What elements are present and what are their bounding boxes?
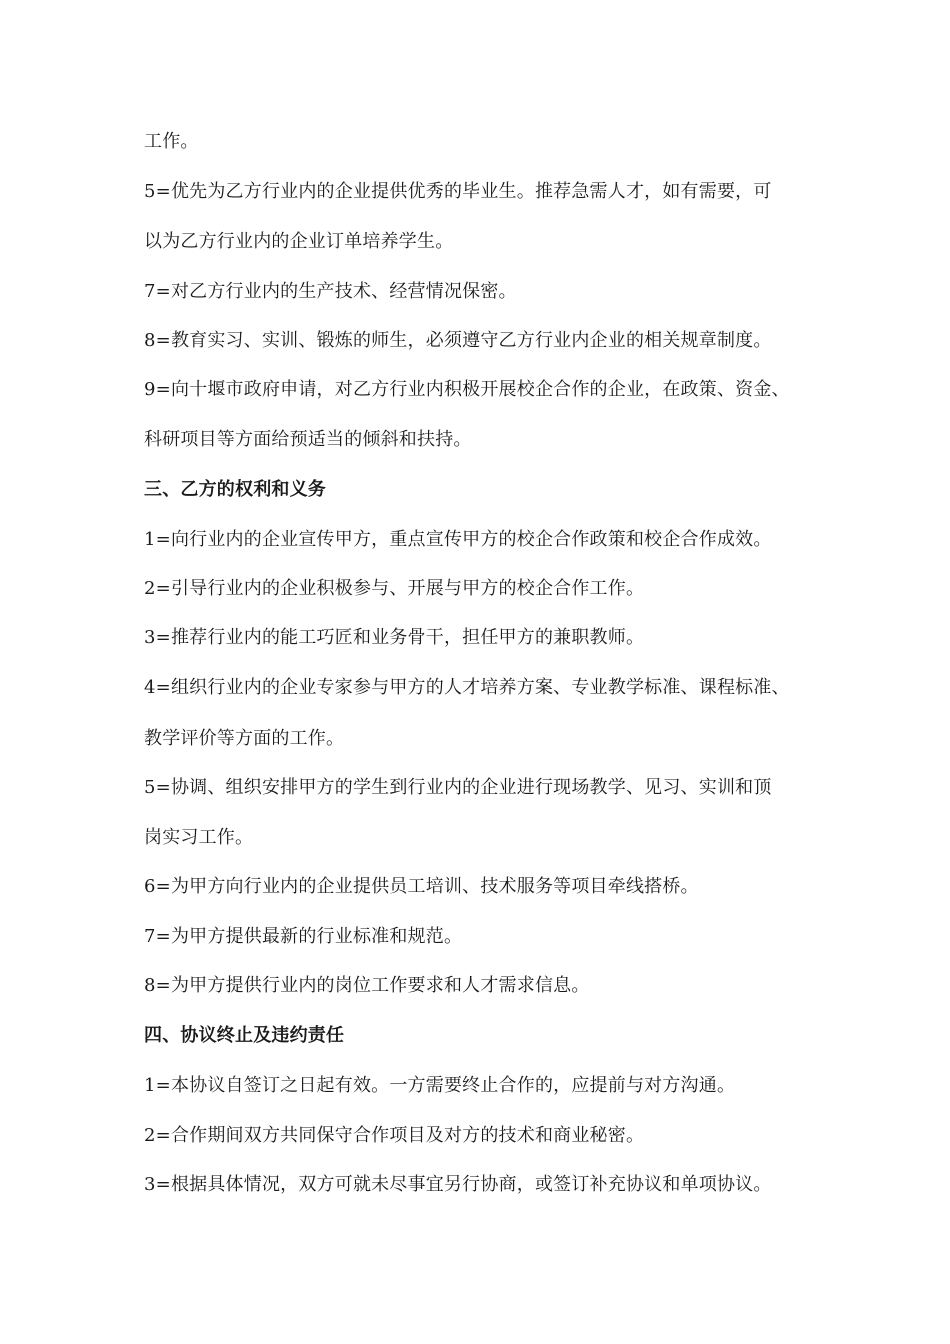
item-number: 7 — [144, 281, 156, 302]
list-item — [144, 1124, 834, 1148]
line-text: 为甲方提供行业内的岗位工作要求和人才需求信息。 — [170, 975, 590, 996]
paragraph-line — [144, 826, 834, 850]
item-number: 2 — [144, 1125, 156, 1146]
heading-text: 三、乙方的权利和义务 — [144, 479, 326, 500]
line-text: 向十堰市政府申请，对乙方行业内积极开展校企合作的企业，在政策、资金、 — [170, 379, 790, 400]
list-item — [144, 280, 834, 304]
item-number: 4 — [144, 677, 156, 698]
line-text: 岗实习工作。 — [144, 827, 254, 848]
line-text: 工作。 — [144, 131, 199, 152]
list-item — [144, 1173, 834, 1197]
item-number: 3 — [144, 627, 156, 648]
item-separator: = — [155, 627, 171, 648]
item-separator: = — [155, 677, 171, 698]
line-text: 教育实习、实训、锻炼的师生，必须遵守乙方行业内企业的相关规章制度。 — [170, 330, 772, 351]
list-item — [144, 676, 834, 700]
item-number: 7 — [144, 926, 156, 947]
item-number: 5 — [144, 181, 156, 202]
item-number: 1 — [144, 529, 156, 550]
line-text: 对乙方行业内的生产技术、经营情况保密。 — [170, 281, 517, 302]
line-text: 组织行业内的企业专家参与甲方的人才培养方案、专业教学标准、课程标准、 — [170, 677, 790, 698]
item-number: 1 — [144, 1075, 156, 1096]
item-separator: = — [155, 1125, 171, 1146]
item-separator: = — [155, 379, 171, 400]
list-item — [144, 577, 834, 601]
line-text: 优先为乙方行业内的企业提供优秀的毕业生。推荐急需人才，如有需要，可 — [170, 181, 772, 202]
line-text: 合作期间双方共同保守合作项目及对方的技术和商业秘密。 — [170, 1125, 645, 1146]
line-text: 以为乙方行业内的企业订单培养学生。 — [144, 231, 454, 252]
item-number: 2 — [144, 578, 156, 599]
paragraph-line — [144, 428, 834, 452]
heading-text: 四、协议终止及违约责任 — [144, 1025, 345, 1046]
item-separator: = — [155, 876, 171, 897]
line-text: 为甲方提供最新的行业标准和规范。 — [170, 926, 463, 947]
list-item — [144, 974, 834, 998]
item-separator: = — [155, 777, 171, 798]
list-item — [144, 1074, 834, 1098]
item-number: 6 — [144, 876, 156, 897]
list-item — [144, 776, 834, 800]
list-item — [144, 875, 834, 899]
item-number: 5 — [144, 777, 156, 798]
line-text: 为甲方向行业内的企业提供员工培训、技术服务等项目牵线搭桥。 — [170, 876, 699, 897]
paragraph-line — [144, 130, 834, 154]
item-number: 8 — [144, 975, 156, 996]
line-text: 推荐行业内的能工巧匠和业务骨干，担任甲方的兼职教师。 — [170, 627, 645, 648]
item-separator: = — [155, 181, 171, 202]
paragraph-line — [144, 230, 834, 254]
list-item — [144, 180, 834, 204]
list-item — [144, 378, 834, 402]
line-text: 教学评价等方面的工作。 — [144, 728, 345, 749]
item-separator: = — [155, 330, 171, 351]
list-item — [144, 925, 834, 949]
item-number: 3 — [144, 1174, 156, 1195]
section-heading — [144, 478, 834, 502]
item-separator: = — [155, 578, 171, 599]
line-text: 协调、组织安排甲方的学生到行业内的企业进行现场教学、见习、实训和顶 — [170, 777, 772, 798]
item-number: 8 — [144, 330, 156, 351]
item-separator: = — [155, 1174, 171, 1195]
item-separator: = — [155, 975, 171, 996]
paragraph-line — [144, 727, 834, 751]
list-item — [144, 329, 834, 353]
item-separator: = — [155, 529, 171, 550]
line-text: 本协议自签订之日起有效。一方需要终止合作的，应提前与对方沟通。 — [170, 1075, 736, 1096]
list-item — [144, 528, 834, 552]
list-item — [144, 626, 834, 650]
line-text: 向行业内的企业宣传甲方，重点宣传甲方的校企合作政策和校企合作成效。 — [170, 529, 772, 550]
line-text: 引导行业内的企业积极参与、开展与甲方的校企合作工作。 — [170, 578, 645, 599]
item-separator: = — [155, 926, 171, 947]
line-text: 科研项目等方面给预适当的倾斜和扶持。 — [144, 429, 472, 450]
item-separator: = — [155, 281, 171, 302]
section-heading — [144, 1024, 834, 1048]
line-text: 根据具体情况，双方可就未尽事宜另行协商，或签订补充协议和单项协议。 — [170, 1174, 772, 1195]
item-separator: = — [155, 1075, 171, 1096]
item-number: 9 — [144, 379, 156, 400]
